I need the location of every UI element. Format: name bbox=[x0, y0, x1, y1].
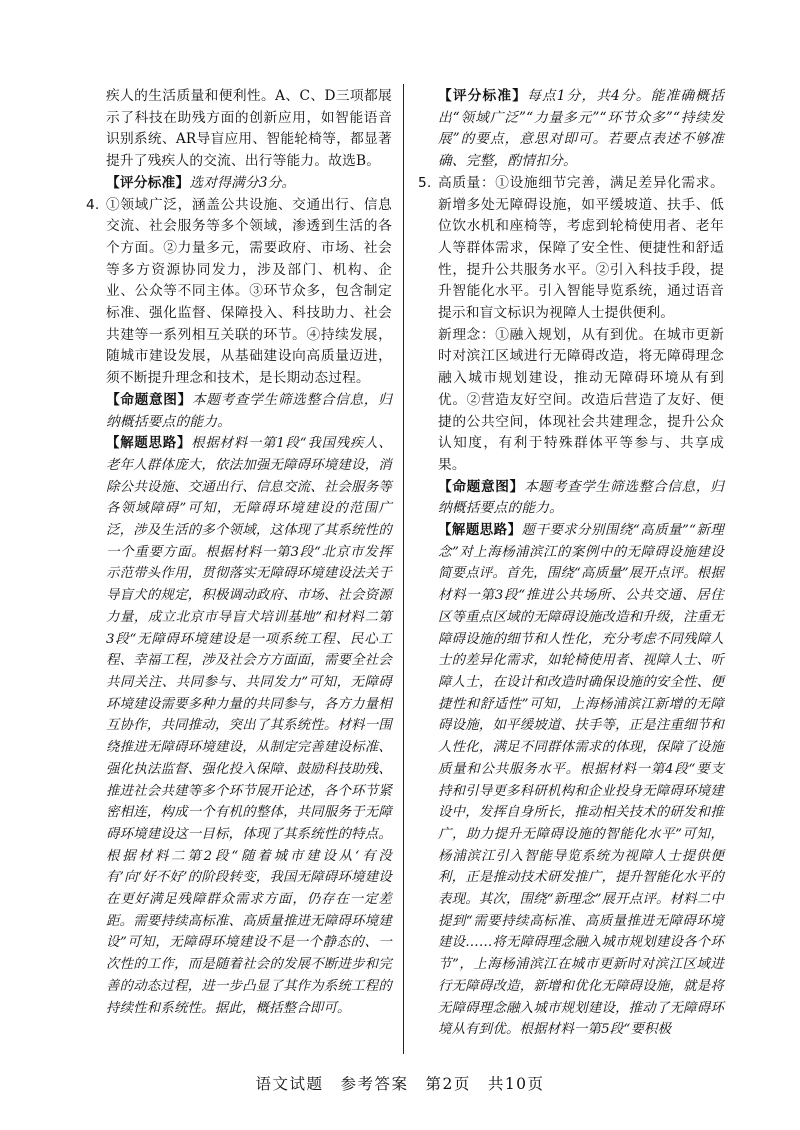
scoring-standard-q3 bbox=[86, 173, 392, 195]
continued-paragraph: 疾人的生活质量和便利性。A、C、D三项都展示了科技在助残方面的创新应用，如智能语音识别系统、AR导盲应用、智能轮椅等，都显著提升了残疾人的交流、出行等能力。故选B。 bbox=[106, 88, 392, 170]
left-column bbox=[86, 86, 392, 1019]
scoring-standard-q4 bbox=[418, 86, 724, 173]
intent-q4 bbox=[86, 390, 392, 433]
approach-text: 题干要求分别围绕“高质量”“新理念”对上海杨浦滨江的案例中的无障碍设施建设简要点评。首先，围绕“高质量”展开点评。根据材料一第3段“推进公共场所、公共交通、居住区等重点区域的无障碍设施改造和升级，注重无障碍设施的细节和人性化，充分考虑不同残障人士的差异化需求，如轮椅使用者、视障人士、听障人士，在设计和改造时确保设施的安全性、便捷性和舒适性”可知，上海杨浦滨江新增的无障碍设施，如平缓坡道、扶手等，正是注重细节和人性化，满足不同群体需求的体现，保障了设施质量和公共服务水平。根据材料一第4段“要支持和引导更多科研机构和企业投身无障碍环境建设中，发挥自身所长，推动相关技术的研发和推广，助力提升无障碍设施的智能化水平”可知，杨浦滨江引入智能导览系统为视障人士提供便利，正是推动技术研发推广，提升智能化水平的表现。其次，围绕“新理念”展开点评。材料二中提到“需要持续高标准、高质量推进无障碍环境建设……将无障碍理念融入城市规划建设各个环节”，上海杨浦滨江在城市更新时对滨江区域进行无障碍改造，新增和优化无障碍设施，就是将无障碍理念融入城市规划建设，推动了无障碍环境从有到优。根据材料一第5段“要积极 bbox=[438, 523, 724, 1038]
question-4-answer bbox=[86, 195, 392, 390]
intent-q5 bbox=[418, 477, 724, 520]
intent-label: 【命题意图】 bbox=[438, 478, 524, 495]
question-number: 5. bbox=[418, 174, 432, 191]
scoring-standard-label: 【评分标准】 bbox=[106, 174, 190, 191]
scoring-standard-text: 每点1分，共4分。能准确概括出“领域广泛”“力量多元”“环节众多”“持续发展”的要点，意思对即可。若要点表述不够准确、完整，酌情扣分。 bbox=[438, 88, 725, 170]
scoring-standard-label: 【评分标准】 bbox=[438, 88, 528, 104]
scoring-standard-text: 选对得满分3分。 bbox=[189, 174, 296, 191]
intent-label: 【命题意图】 bbox=[106, 391, 192, 408]
approach-label: 【解题思路】 bbox=[438, 523, 522, 539]
approach-label: 【解题思路】 bbox=[106, 436, 192, 452]
approach-q5 bbox=[418, 520, 724, 1041]
answer-text: ①领域广泛，涵盖公共设施、交通出行、信息交流、社会服务等多个领域，渗透到生活的各个方面。②力量多元，需要政府、市场、社会等多方资源协同发力，涉及部门、机构、企业、公众等不同主体。③环节众多，包含制定标准、强化监督、保障投入、科技助力、社会共建等一系列相互关联的环节。④持续发展，随城市建设发展，从基础建设向高质量迈进，须不断提升理念和技术，是长期动态过程。 bbox=[106, 196, 392, 387]
question-number: 4. bbox=[86, 196, 100, 213]
page-footer: 语文试题 参考答案 第2页 共10页 bbox=[255, 1075, 545, 1093]
approach-q4 bbox=[86, 433, 392, 1019]
approach-text: 根据材料一第1段“我国残疾人、老年人群体庞大，依法加强无障碍环境建设，消除公共设施、交通出行、信息交流、社会服务等各领域障碍”可知，无障碍环境建设的范围广泛，涉及生活的多个领域，这体现了其系统性的一个重要方面。根据材料一第3段“北京市发挥示范带头作用，贯彻落实无障碍环境建设法关于导盲犬的规定，积极调动政府、市场、社会资源力量，成立北京市导盲犬培训基地”和材料二第3段“无障碍环境建设是一项系统工程、民心工程、幸福工程，涉及社会方方面面，需要全社会共同关注、共同参与、共同发力”可知，无障碍环境建设需要多种力量的共同参与，各方力量相互协作，共同推动，突出了其系统性。材料一围绕推进无障碍环境建设，从制定完善建设标准、强化执法监督、强化投入保障、鼓励科技助残、推进社会共建等多个环节展开论述，各个环节紧密相连，构成一个有机的整体，共同服务于无障碍环境建设这一目标，体现了其系统性的特点。根据材料二第2段“随着城市建设从‘有没有’向‘好不好’的阶段转变，我国无障碍环境建设在更好满足残障群众需求方面，仍存在一定差距。需要持续高标准、高质量推进无障碍环境建设”可知，无障碍环境建设不是一个静态的、一次性的工作，而是随着社会的发展不断进步和完善的动态过程，进一步凸显了其作为系统工程的持续性和系统性。据此，概括整合即可。 bbox=[106, 436, 392, 1016]
answer-high-quality: 高质量：①设施细节完善，满足差异化需求。新增多处无障碍设施，如平缓坡道、扶手、低位饮水机和座椅等，考虑到轮椅使用者、老年人等群体需求，保障了安全性、便捷性和舒适性，提升公共服务水平。②引入科技手段，提升智能化水平。引入智能导览系统，通过语音提示和盲文标识为视障人士提供便利。 bbox=[438, 174, 724, 322]
intent-text: 本题考查学生筛选整合信息，归纳概括要点的能力。 bbox=[106, 391, 392, 430]
column-divider bbox=[403, 84, 404, 1054]
intent-text: 本题考查学生筛选整合信息，归纳概括要点的能力。 bbox=[438, 478, 724, 517]
right-column bbox=[418, 86, 724, 1041]
answer-new-concept: 新理念：①融入规划，从有到优。在城市更新时对滨江区域进行无障碍改造，将无障碍理念融入城市规划建设，推动无障碍环境从有到优。②营造友好空间。改造后营造了友好、便捷的公共空间，体现社会共建理念，提升公众认知度，有利于特殊群体平等参与、共享成果。 bbox=[438, 326, 724, 473]
question-5-answer bbox=[418, 173, 724, 477]
